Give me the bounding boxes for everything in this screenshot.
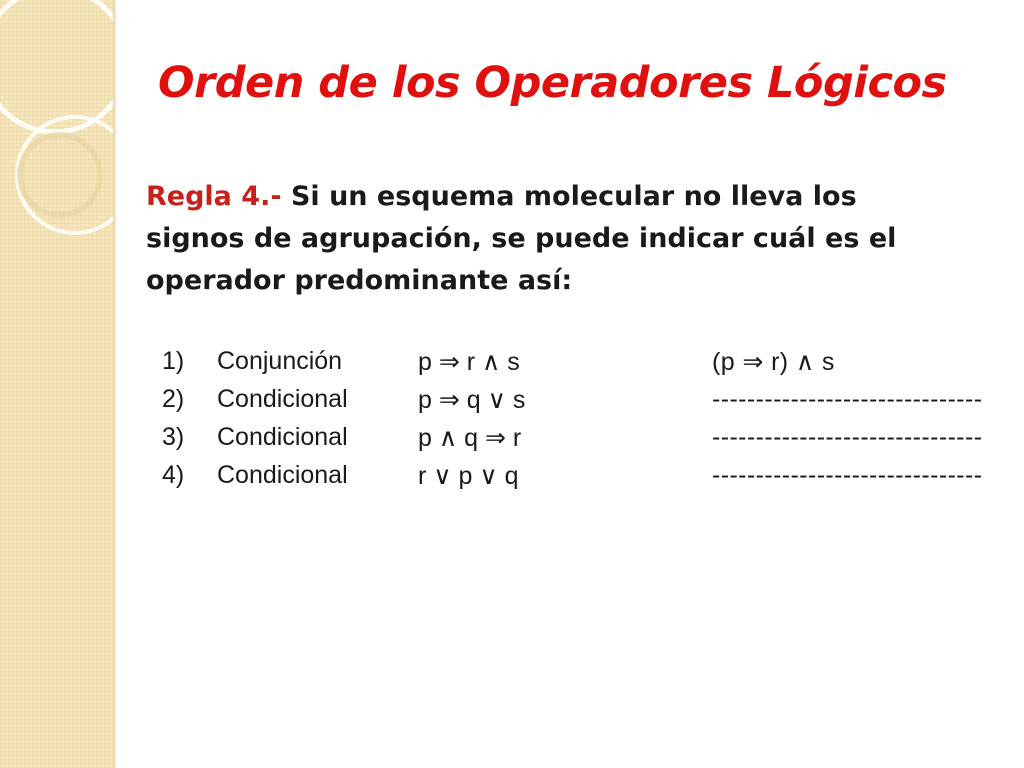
decorative-side-strip [0,0,113,768]
row-expression: p ∧ q ⇒ r [418,424,522,452]
row-operator-name: Condicional [217,423,348,451]
table-row [162,385,982,423]
decorative-circles [0,0,113,768]
row-number: 4) [162,461,185,489]
row-answer-blank: ------------------------------- [712,461,983,489]
row-expression: p ⇒ r ∧ s [418,348,520,376]
row-operator-name: Condicional [217,385,348,413]
row-operator-name: Condicional [217,461,348,489]
slide-title: Orden de los Operadores Lógicos [158,58,947,108]
rule-paragraph [146,176,946,302]
rule-body: Si un esquema molecular no lleva los signos de agrupación, se puede indicar cuál es el operador predominante así: [146,181,897,296]
row-expression: p ⇒ q ∨ s [418,386,526,414]
side-strip-edge [113,0,116,768]
row-answer-blank: ------------------------------- [712,423,983,451]
row-number: 1) [162,347,185,375]
row-expression: r ∨ p ∨ q [418,462,519,490]
row-operator-name: Conjunción [217,347,343,375]
table-row [162,347,982,385]
table-row [162,423,982,461]
row-answer: (p ⇒ r) ∧ s [712,348,835,376]
row-answer-blank: ------------------------------- [712,385,983,413]
row-number: 3) [162,423,185,451]
rule-label: Regla 4.- [146,181,282,212]
row-number: 2) [162,385,185,413]
operator-table [162,347,982,499]
table-row [162,461,982,499]
